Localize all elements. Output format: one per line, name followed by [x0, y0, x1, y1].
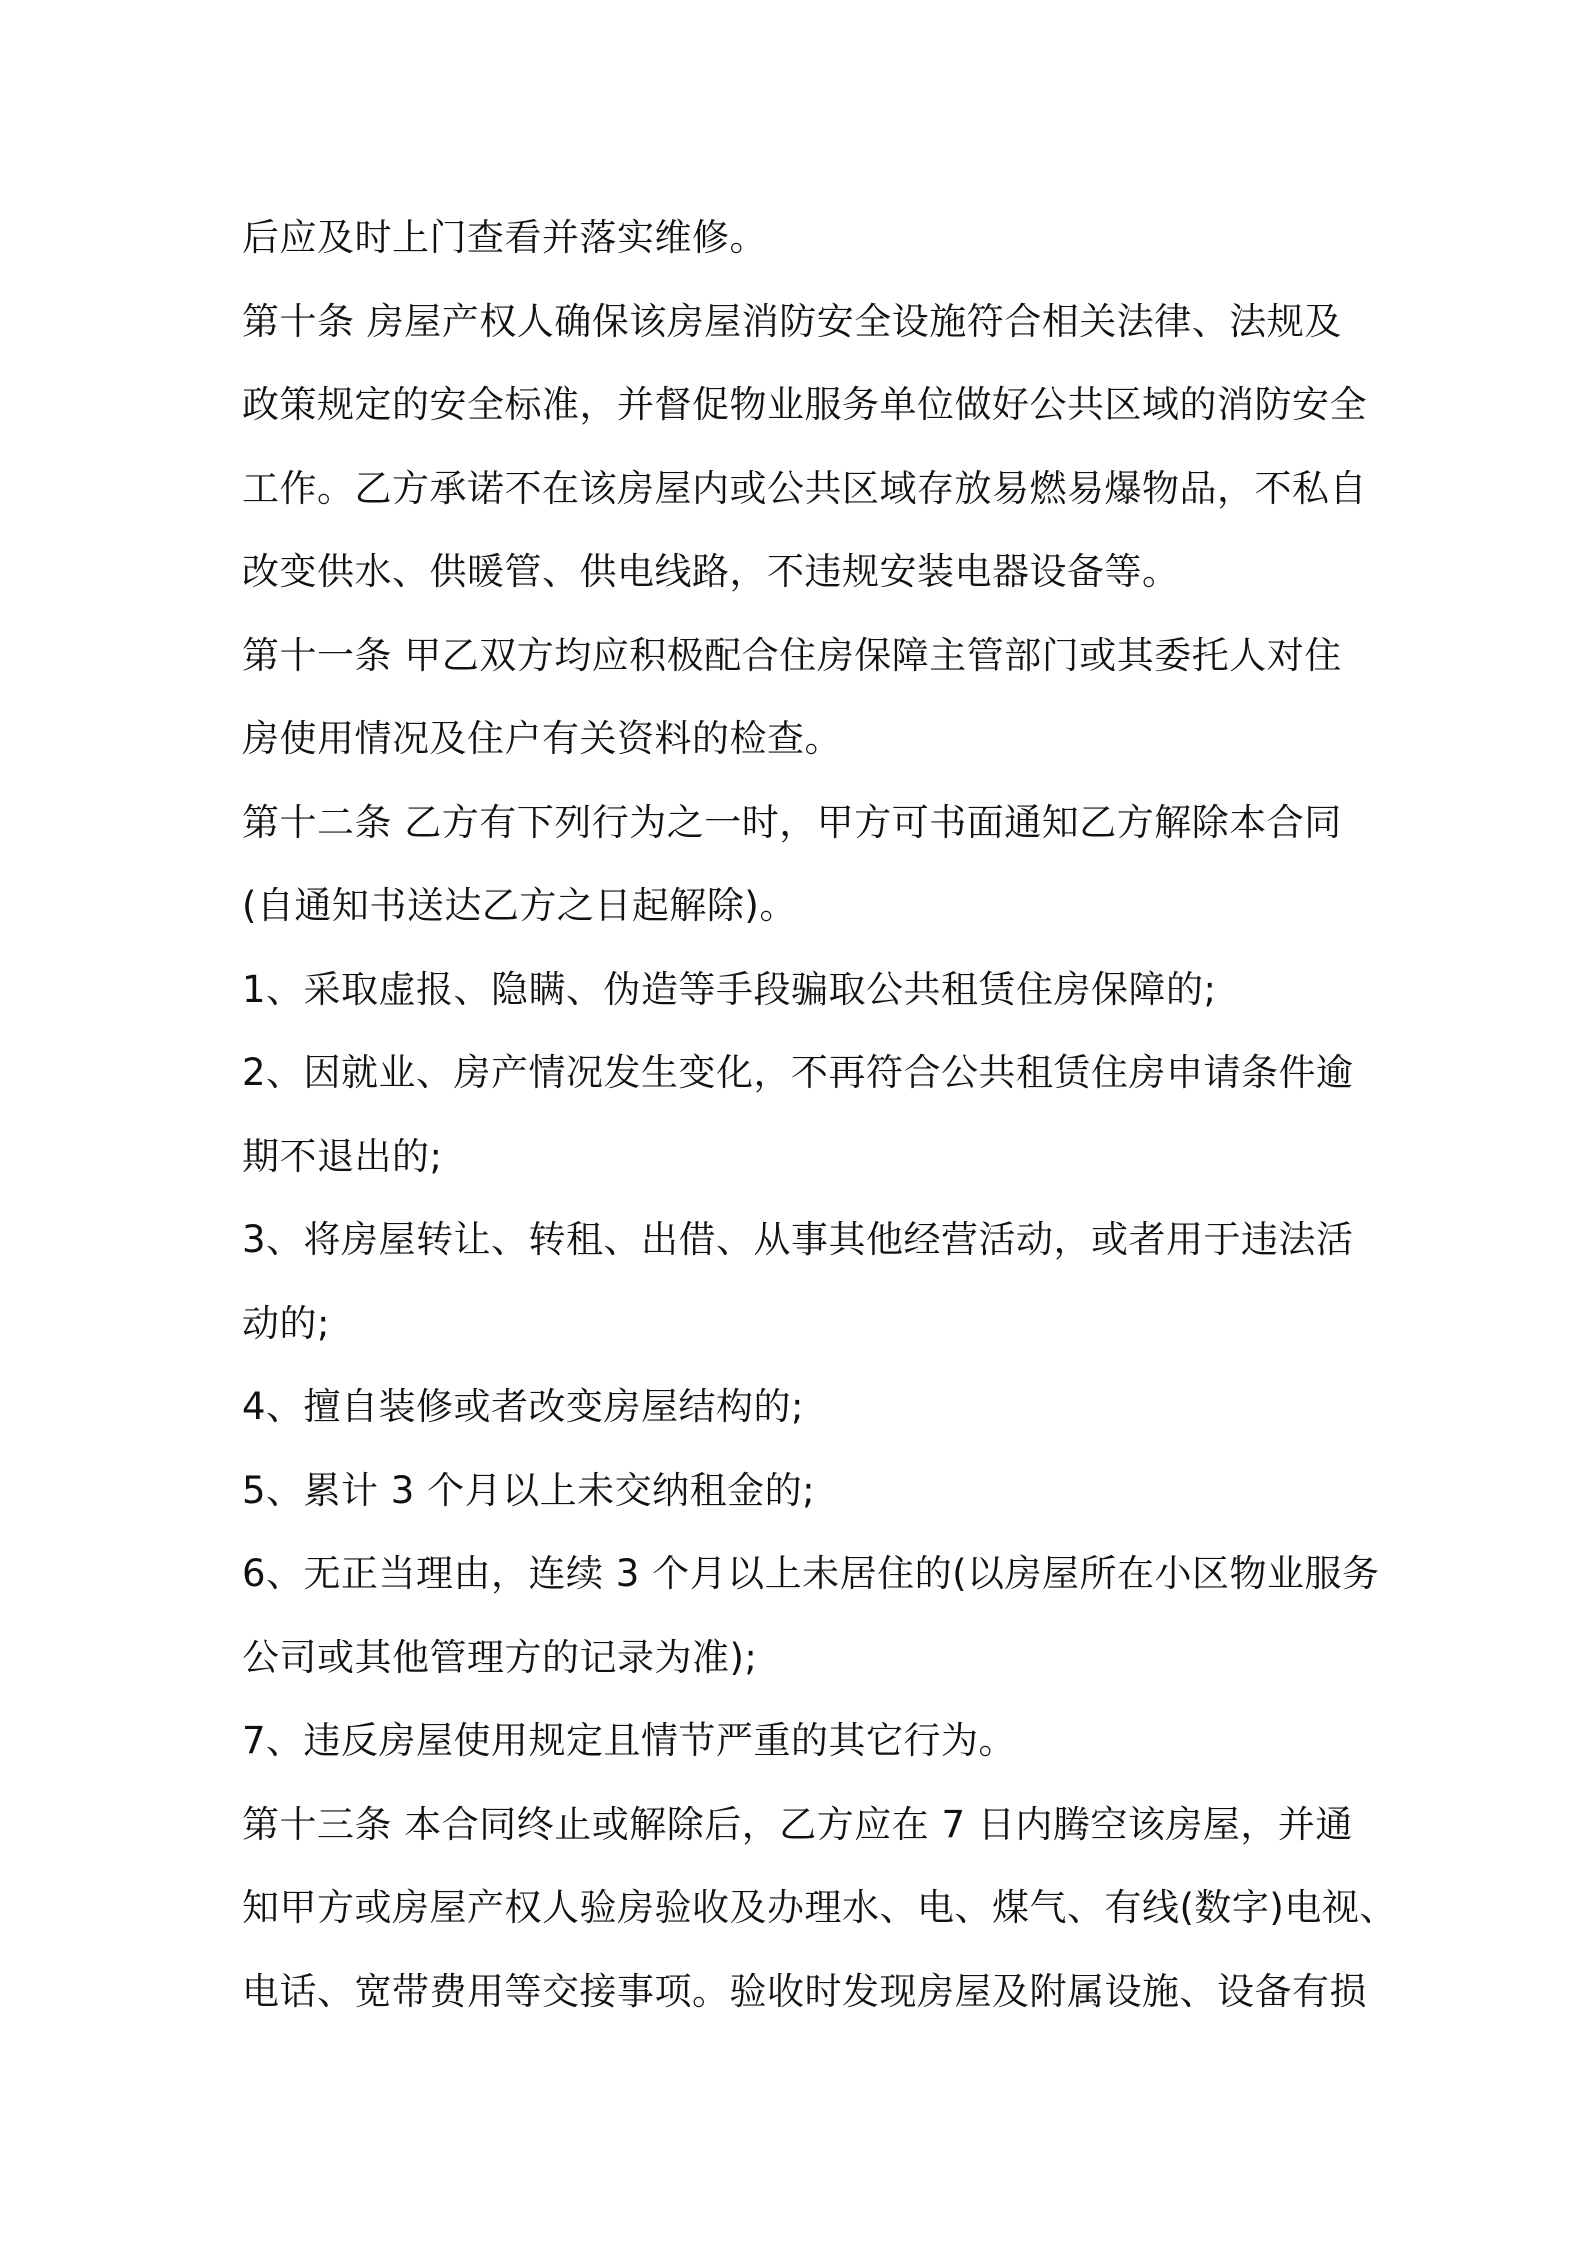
- text-line: 动的;: [242, 1301, 330, 1345]
- text-line: 第十条 房屋产权人确保该房屋消防安全设施符合相关法律、法规及: [242, 299, 1342, 343]
- text-line: 5、累计 3 个月以上未交纳租金的;: [242, 1468, 816, 1512]
- text-line: 1、采取虚报、隐瞒、伪造等手段骗取公共租赁住房保障的;: [242, 967, 1217, 1011]
- text-line: 改变供水、供暖管、供电线路，不违规安装电器设备等。: [242, 550, 1180, 593]
- text-line: 2、因就业、房产情况发生变化，不再符合公共租赁住房申请条件逾: [242, 1051, 1354, 1094]
- text-line: 7、违反房屋使用规定且情节严重的其它行为。: [242, 1719, 1017, 1762]
- text-line: 工作。乙方承诺不在该房屋内或公共区域存放易燃易爆物品，不私自: [242, 466, 1367, 510]
- text-line: 第十一条 甲乙双方均应积极配合住房保障主管部门或其委托人对住: [242, 633, 1342, 677]
- text-line: 电话、宽带费用等交接事项。验收时发现房屋及附属设施、设备有损: [242, 1969, 1367, 2013]
- text-line: (自通知书送达乙方之日起解除)。: [242, 884, 797, 927]
- text-line: 第十二条 乙方有下列行为之一时，甲方可书面通知乙方解除本合同: [242, 800, 1342, 844]
- text-line: 知甲方或房屋产权人验房验收及办理水、电、煤气、有线(数字)电视、: [242, 1886, 1397, 1929]
- text-line: 6、无正当理由，连续 3 个月以上未居住的(以房屋所在小区物业服务: [242, 1552, 1380, 1595]
- text-line: 公司或其他管理方的记录为准);: [242, 1635, 758, 1679]
- text-line: 4、擅自装修或者改变房屋结构的;: [242, 1385, 805, 1428]
- text-line: 房使用情况及住户有关资料的检查。: [242, 717, 842, 760]
- text-line: 期不退出的;: [242, 1134, 443, 1178]
- contract-text-body: [242, 196, 1397, 2033]
- text-line: 第十三条 本合同终止或解除后，乙方应在 7 日内腾空该房屋，并通: [242, 1802, 1353, 1846]
- text-line: 3、将房屋转让、转租、出借、从事其他经营活动，或者用于违法活: [242, 1218, 1354, 1261]
- text-line: 政策规定的安全标准，并督促物业服务单位做好公共区域的消防安全: [242, 383, 1367, 426]
- text-line: 后应及时上门查看并落实维修。: [242, 216, 767, 259]
